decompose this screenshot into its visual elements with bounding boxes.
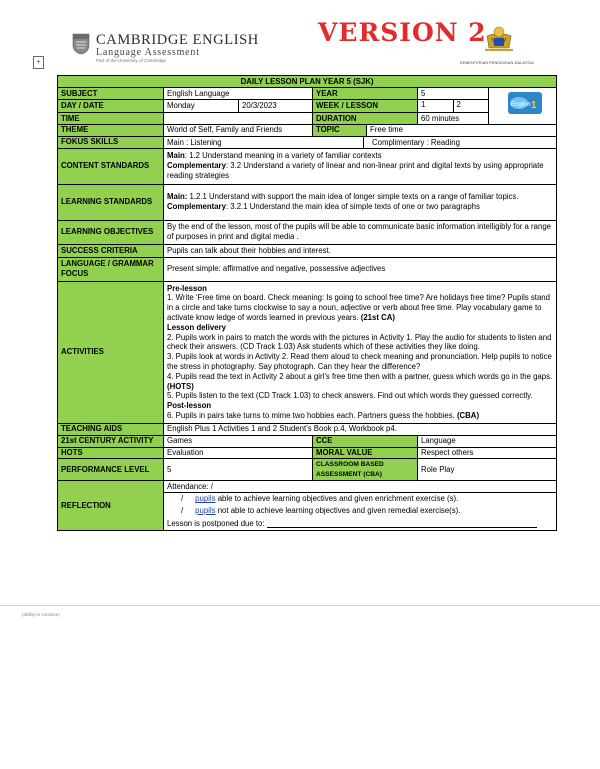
focus-complimentary: Complimentary : Reading bbox=[372, 137, 460, 147]
version-label: VERSION 2 bbox=[318, 18, 487, 47]
table-move-handle[interactable]: + bbox=[33, 56, 44, 69]
theme-value[interactable]: World of Self, Family and Friends bbox=[164, 124, 313, 136]
cba-label: CLASSROOM BASED ASSESSMENT (CBA) bbox=[313, 459, 418, 481]
subject-value[interactable]: English Language bbox=[164, 88, 313, 100]
lesson-delivery-heading: Lesson delivery bbox=[167, 322, 226, 332]
day-value[interactable]: Monday bbox=[164, 100, 239, 113]
content-standards-value[interactable] bbox=[164, 148, 557, 184]
activity-6 bbox=[167, 411, 553, 421]
activity-6-tag: (CBA) bbox=[456, 410, 480, 420]
content-comp-label: Complementary bbox=[167, 161, 226, 171]
activity-3: 3. Pupils look at words in Activity 2. Read them aloud to check meaning and pronunciation. Help pupils to notice the stress in photography. Say photograph. Can they hear the difference? bbox=[167, 352, 552, 371]
reflection-pupils-2: pupils bbox=[195, 505, 216, 515]
lesson-plan-table bbox=[57, 75, 557, 531]
objectives-value[interactable]: By the end of the lesson, most of the pupils will be able to communicate basic information intelligibly for a range of purposes in print and digital media . bbox=[164, 220, 557, 244]
year-label: YEAR bbox=[313, 88, 418, 100]
success-value[interactable]: Pupils can talk about their hobbies and interest. bbox=[164, 244, 557, 257]
lesson-number[interactable]: 2 bbox=[456, 100, 461, 109]
page-divider bbox=[0, 605, 600, 606]
week-label: WEEK / LESSON bbox=[313, 100, 418, 113]
aids-value[interactable]: English Plus 1 Activities 1 and 2 Student’s Book p.4, Workbook p4. bbox=[164, 423, 557, 435]
attendance-row[interactable]: Attendance: / bbox=[164, 481, 557, 493]
performance-value[interactable]: 5 bbox=[164, 459, 313, 481]
content-comp-text: : 3.2 Understand a variety of linear and non-linear print and digital texts by using appropriate reading strategies bbox=[167, 161, 544, 180]
cambridge-crest-icon bbox=[72, 33, 90, 55]
ministry-label: KEMENTERIAN PENDIDIKAN MALAYSIA bbox=[460, 61, 534, 65]
svg-text:1: 1 bbox=[531, 100, 537, 111]
learning-main-label: Main: bbox=[167, 192, 188, 202]
subject-label: SUBJECT bbox=[58, 88, 164, 100]
reflection-text-1: able to achieve learning objectives and given enrichment exercise (s). bbox=[217, 494, 459, 504]
duration-value[interactable]: 60 minutes bbox=[418, 113, 489, 125]
day-label: DAY / DATE bbox=[58, 100, 164, 113]
book-logo-cell bbox=[489, 88, 557, 125]
duration-label: DURATION bbox=[313, 113, 418, 125]
reflection-slash-1: / bbox=[181, 494, 184, 504]
reflection-slash-2: / bbox=[181, 505, 184, 515]
org-subtitle: Language Assessment bbox=[96, 47, 200, 58]
postponed-blank[interactable] bbox=[267, 519, 537, 528]
learning-standards-label: LEARNING STANDARDS bbox=[58, 184, 164, 220]
objectives-label: LEARNING OBJECTIVES bbox=[58, 220, 164, 244]
focus-value[interactable] bbox=[164, 136, 557, 148]
org-title: CAMBRIDGE ENGLISH bbox=[96, 32, 259, 48]
grammar-label: LANGUAGE / GRAMMAR FOCUS bbox=[58, 257, 164, 281]
reflection-pupils-1: pupils bbox=[195, 494, 216, 504]
org-tagline: Part of the University of Cambridge bbox=[96, 58, 167, 63]
cce-label: CCE bbox=[313, 435, 418, 447]
postponed-label: Lesson is postponed due to: bbox=[167, 518, 267, 528]
theme-label: THEME bbox=[58, 124, 164, 136]
activity-1-tag: (21st CA) bbox=[360, 312, 395, 322]
activity-4 bbox=[167, 372, 553, 392]
hots-label: HOTS bbox=[58, 447, 164, 459]
postponed-row[interactable] bbox=[164, 517, 557, 531]
learning-comp-text: : 3.2.1 Understand the main idea of simple texts of one or two paragraphs bbox=[225, 202, 480, 212]
activity-5: 5. Pupils listen to the text (CD Track 1.03) to check answers. Find out which words they guessed correctly. bbox=[167, 391, 533, 401]
century-value[interactable]: Games bbox=[164, 435, 313, 447]
hots-value[interactable]: Evaluation bbox=[164, 447, 313, 459]
focus-label: FOKUS SKILLS bbox=[58, 136, 164, 148]
reflection-line-1[interactable] bbox=[164, 493, 557, 505]
aids-label: TEACHING AIDS bbox=[58, 423, 164, 435]
pre-lesson-heading: Pre-lesson bbox=[167, 283, 207, 293]
time-label: TIME bbox=[58, 113, 164, 125]
activities-label: ACTIVITIES bbox=[58, 281, 164, 423]
activity-1-text: 1. Write ‘Free time on board. Check meaning: Is going to school free time? Are holidays free time? Pupils stand in a circle and take turns clockwise to say a noun, adjective or verb about free time. Play vocabulary game to activate know ledge of words learned in previous years. bbox=[167, 293, 550, 322]
post-lesson-heading: Post-lesson bbox=[167, 401, 212, 411]
century-label: 21st CENTURY ACTIVITY bbox=[58, 435, 164, 447]
plan-title: DAILY LESSON PLAN YEAR 5 (SJK) bbox=[58, 76, 557, 88]
topic-text[interactable]: Free time bbox=[370, 125, 403, 135]
topic-label: TOPIC bbox=[313, 124, 367, 136]
performance-label: PERFORMANCE LEVEL bbox=[58, 459, 164, 481]
grammar-value[interactable]: Present simple: affirmative and negative, possessive adjectives bbox=[164, 257, 557, 281]
learning-comp-label: Complementary bbox=[167, 202, 226, 212]
moral-label: MORAL VALUE bbox=[313, 447, 418, 459]
reflection-text-2: not able to achieve learning objectives and given remedial exercise(s). bbox=[217, 505, 461, 515]
topic-value[interactable] bbox=[367, 124, 557, 136]
week-number[interactable]: 1 bbox=[418, 100, 454, 112]
content-standards-label: CONTENT STANDARDS bbox=[58, 148, 164, 184]
activity-4-text: 4. Pupils read the text in Activity 2 about a girl’s free time then with a partner, guess which words go in the gaps. bbox=[167, 371, 553, 381]
week-value[interactable] bbox=[418, 100, 489, 113]
english-plus-logo-icon bbox=[507, 91, 543, 115]
reflection-label: REFLECTION bbox=[58, 481, 164, 531]
cba-value[interactable]: Role Play bbox=[418, 459, 557, 481]
focus-main: Main : Listening bbox=[164, 137, 364, 148]
learning-standards-value[interactable] bbox=[164, 184, 557, 220]
year-value[interactable]: 5 bbox=[418, 88, 489, 100]
activity-1 bbox=[167, 293, 553, 322]
content-main-text: : 1.2 Understand meaning in a variety of familiar contexts bbox=[184, 151, 382, 161]
activity-2: 2. Pupils work in pairs to match the words with the pictures in Activity 1. Play the audio for students to listen and check their answers. (CD Track 1.03) Ask students which of these activities they like doing. bbox=[167, 332, 552, 352]
content-main-label: Main bbox=[167, 151, 185, 161]
reflection-line-2[interactable] bbox=[164, 505, 557, 517]
time-value[interactable] bbox=[164, 113, 313, 125]
cce-value[interactable]: Language bbox=[418, 435, 557, 447]
success-label: SUCCESS CRITERIA bbox=[58, 244, 164, 257]
activity-4-tag: (HOTS) bbox=[167, 381, 194, 391]
svg-text:English: English bbox=[511, 102, 531, 108]
ministry-crest-icon bbox=[481, 24, 517, 54]
activity-6-text: 6. Pupils in pairs take turns to mime two hobbies each. Partners guess the hobbies. bbox=[167, 410, 455, 420]
activities-value[interactable] bbox=[164, 281, 557, 423]
date-value[interactable]: 20/3/2023 bbox=[239, 100, 313, 113]
footer-note: (ability to continue) bbox=[22, 612, 60, 617]
moral-value[interactable]: Respect others bbox=[418, 447, 557, 459]
page-header bbox=[0, 0, 600, 80]
learning-main-text: 1.2.1 Understand with support the main idea of longer simple texts on a range of familiar topics. bbox=[187, 192, 519, 202]
